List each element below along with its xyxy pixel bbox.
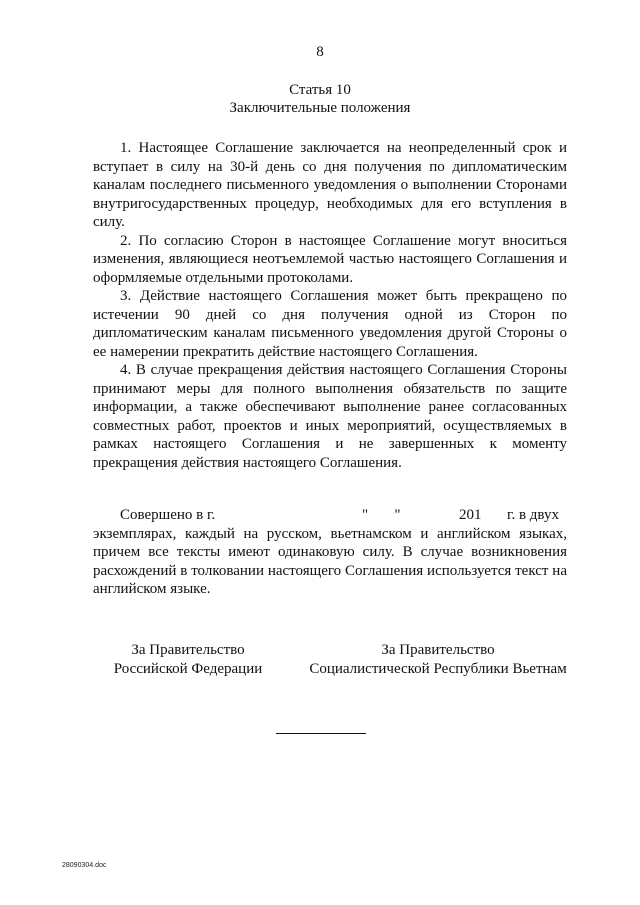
paragraph-4: 4. В случае прекращения действия настоящего Соглашения Стороны принимают меры для полного выполнения обязательств по защите информации, а также обеспечивают выполнение ранее согласованных совместных работ, проектов и иных мероприятий, осуществляемых в рамках настоящего Соглашения и не завершенных к моменту прекращения действия настоящего Соглашения.	[93, 362, 567, 471]
page-number: 8	[316, 44, 324, 60]
signature-vietnam-line1: За Правительство	[381, 642, 495, 658]
completion-first-line	[93, 506, 567, 525]
signature-vietnam	[303, 641, 573, 679]
article-body	[93, 139, 567, 472]
completion-text: экземплярах, каждый на русском, вьетнамском и английском языках, причем все тексты имеют одинаковую силу. В случае возникновения расхождений в толковании настоящего Соглашения используется текст на английском языке.	[93, 525, 567, 597]
signature-vietnam-line2: Социалистической Республики Вьетнам	[309, 661, 567, 677]
signature-russia	[93, 641, 283, 679]
article-subtitle: Заключительные положения	[229, 100, 411, 116]
paragraph-2: 2. По согласию Сторон в настоящее Соглашение могут вноситься изменения, являющиеся неотъемлемой частью настоящего Соглашения и оформляемые отдельными протоколами.	[93, 232, 567, 286]
paragraph-1: 1. Настоящее Соглашение заключается на неопределенный срок и вступает в силу на 30-й день со дня получения по дипломатическим каналам последнего письменного уведомления о выполнении Сторонами внутригосударственных процедур, необходимых для его вступления в силу.	[93, 140, 567, 230]
completion-year: 201	[459, 507, 482, 523]
signature-russia-line1: За Правительство	[131, 642, 245, 658]
completion-clause	[93, 506, 567, 599]
completion-date-quotes: " "	[362, 507, 401, 523]
file-code: 28090304.doc	[62, 862, 107, 869]
completion-place: Совершено в г.	[120, 507, 216, 523]
signature-russia-line2: Российской Федерации	[113, 661, 263, 677]
paragraph-3: 3. Действие настоящего Соглашения может быть прекращено по истечении 90 дней со дня получения одной из Сторон по дипломатическим каналам письменного уведомления другой Стороны о ее намерении прекратить действие настоящего Соглашения.	[93, 288, 567, 360]
end-of-text-rule	[276, 733, 366, 734]
article-title: Статья 10	[289, 82, 351, 98]
completion-year-suffix: г. в двух	[507, 507, 559, 523]
